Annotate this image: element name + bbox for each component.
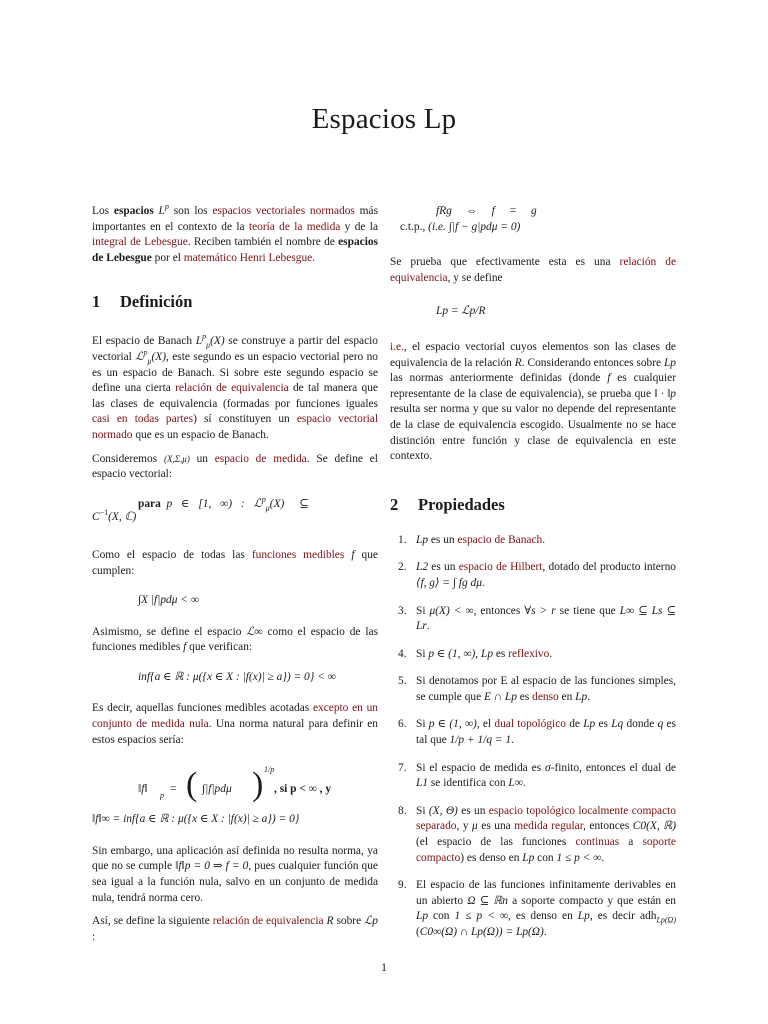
intro-math: L xyxy=(153,205,165,217)
math: Lp xyxy=(416,910,429,923)
property-item xyxy=(390,604,676,635)
link-reflexivo[interactable]: reflexivo xyxy=(508,647,550,660)
document-title: Espacios Lp xyxy=(311,103,457,135)
math-sub: μ xyxy=(147,356,152,366)
item-number: 6. xyxy=(398,718,407,731)
link-excepto-medida-nula[interactable]: excepto en un conjunto de medida nula xyxy=(92,702,378,731)
math: 1 ≤ p < ∞ xyxy=(454,910,509,923)
text: se tiene que xyxy=(555,604,620,617)
equation-line xyxy=(390,220,676,236)
math: (X) xyxy=(151,350,166,363)
equation-text: , si p < ∞ , y xyxy=(274,783,332,796)
text: es un xyxy=(428,533,458,546)
text: a soporte compacto y que están en xyxy=(508,894,676,907)
text: en xyxy=(558,690,576,703)
math: ‖ · ‖p xyxy=(654,387,676,400)
text: , y xyxy=(456,820,473,833)
text: . xyxy=(511,734,514,747)
equation-lp-definition xyxy=(92,494,378,526)
math: C xyxy=(92,511,100,524)
math: Lp xyxy=(577,910,590,923)
math: Lp xyxy=(522,851,535,864)
math: μ xyxy=(472,820,478,833)
math-sup: p xyxy=(202,332,207,342)
math: σ xyxy=(545,761,551,774)
intro-text: . Reciben también el nombre de xyxy=(187,236,339,249)
link-teoria-medida[interactable]: teoría de la medida xyxy=(248,220,341,233)
math: L xyxy=(195,335,203,348)
equation-norm xyxy=(92,765,378,828)
math-sub: μ xyxy=(265,503,270,512)
page-number: 1 xyxy=(381,960,387,974)
text: Si xyxy=(416,718,429,731)
link-funciones-medibles[interactable]: funciones medibles xyxy=(251,548,345,561)
intro-text: . xyxy=(312,251,316,264)
item-number: 7. xyxy=(398,761,407,774)
text: , y se define xyxy=(447,271,503,284)
text: Si denotamos por E al espacio de las funciones simples, se cumple que xyxy=(416,675,676,703)
link-medida-regular[interactable]: medida regular xyxy=(514,820,584,833)
text: es un xyxy=(428,561,459,574)
text: , es decir adh xyxy=(589,910,657,923)
section-heading-propiedades xyxy=(390,495,676,515)
property-item xyxy=(390,647,676,663)
math: R xyxy=(514,356,522,369)
text: : xyxy=(92,930,96,943)
property-item xyxy=(390,717,676,748)
link-relacion-equivalencia[interactable]: relación de equivalencia xyxy=(175,382,289,395)
text: de tal manera que las clases de equivalencia (formadas por funciones iguales xyxy=(92,382,378,410)
text: Se prueba que efectivamente esta es una xyxy=(390,256,620,269)
math: f xyxy=(183,641,187,654)
math: L∞ ⊆ Ls ⊆ Lr xyxy=(416,604,677,633)
text: . xyxy=(587,690,591,703)
right-paragraph-2 xyxy=(390,340,676,465)
text: a xyxy=(619,836,643,849)
intro-text: por el xyxy=(151,251,184,264)
text: . Una norma natural para definir en estos espacios sería: xyxy=(92,718,378,746)
intro-text: y de la xyxy=(340,220,378,233)
property-item xyxy=(390,560,676,591)
math: ‖f‖p = 0 ⇒ f = 0 xyxy=(175,860,249,873)
link-henri-lebesgue[interactable]: Henri Lebesgue xyxy=(239,251,313,264)
item-number: 2. xyxy=(398,561,407,574)
text: . Se define el espacio vectorial: xyxy=(92,452,378,481)
math: L2 xyxy=(416,561,429,574)
intro-bold-term: espacios xyxy=(113,205,154,217)
item-number: 4. xyxy=(398,647,407,660)
section-title: Propiedades xyxy=(418,494,505,514)
text: Consideremos xyxy=(92,452,164,465)
text: que es un espacio de Banach. xyxy=(132,428,269,441)
math: 1 ≤ p < ∞ xyxy=(556,851,602,864)
equation-integral: ∫X |f|pdμ < ∞ xyxy=(138,594,199,607)
math: ‖f‖∞ = inf{a ∈ ℝ : μ({x ∈ X : |f(x)| ≥ a}) = 0} xyxy=(92,813,300,826)
text: . xyxy=(601,851,605,864)
text: con xyxy=(428,910,455,923)
text: las normas anteriormente definidas (donde xyxy=(390,372,608,385)
text: Si xyxy=(416,604,430,617)
intro-text: más importantes en el contexto de la xyxy=(92,205,379,233)
math: ℒ∞ xyxy=(246,625,263,638)
math-sup: p xyxy=(143,348,148,358)
math: ℒp xyxy=(364,915,378,928)
math: L∞ xyxy=(508,777,523,790)
math: ℒ xyxy=(135,350,144,363)
text: como el espacio de las funciones medibles xyxy=(92,625,378,654)
item-number: 5. xyxy=(398,675,407,688)
math: f xyxy=(351,548,355,561)
link-espacio-topologico[interactable]: espacio topológico localmente compacto separado xyxy=(416,804,676,833)
text: es tal que xyxy=(416,718,676,747)
section-title: Definición xyxy=(120,292,193,312)
math-sup: −1 xyxy=(99,508,109,518)
text: donde xyxy=(623,718,658,731)
text: Es decir, aquellas funciones medibles acotadas xyxy=(92,702,313,715)
text: Sin embargo, una aplicación así definida no resulta norma, ya que no se cumple xyxy=(92,844,378,873)
text: (el espacio de las funciones xyxy=(416,836,576,849)
text: , entonces xyxy=(583,820,633,833)
text: que verifican: xyxy=(186,641,253,654)
definition-paragraph-7 xyxy=(92,914,378,945)
math-exponent: 1/p xyxy=(264,765,275,775)
text: Así, se define la siguiente xyxy=(92,915,213,928)
definition-paragraph-6 xyxy=(92,844,378,906)
link-relacion-equivalencia-2[interactable]: relación de equivalencia xyxy=(212,915,324,928)
property-item xyxy=(390,761,676,792)
item-number: 9. xyxy=(398,879,407,892)
definition-paragraph-5 xyxy=(92,701,378,748)
item-number: 3. xyxy=(398,604,407,617)
math-sup: p xyxy=(261,494,266,504)
text: Si xyxy=(416,804,429,817)
math: Lp xyxy=(416,533,429,546)
text: . xyxy=(549,647,553,660)
text: es xyxy=(493,647,509,660)
math: Lp xyxy=(480,647,494,660)
link-matematico[interactable]: matemático xyxy=(183,251,237,264)
text: resulta ser norma y que su valor no depende del representante de la clase de equivalencia escogido. Usualmente no se hace distinción entre función y clase de equivalencia en este contexto. xyxy=(390,403,676,463)
math: (X) ⊆ xyxy=(269,497,309,510)
paren-close: ) xyxy=(252,766,264,804)
math: E ∩ Lp xyxy=(484,690,517,703)
text: es un xyxy=(457,804,489,817)
equation-text: c.t.p., xyxy=(400,220,426,233)
math: ∫|f|pdμ xyxy=(202,783,232,796)
text: de xyxy=(565,718,584,731)
text: El espacio de Banach xyxy=(92,335,196,348)
text: ( xyxy=(416,926,420,938)
math: ∀s > r xyxy=(524,604,556,617)
math: p ∈ (1, ∞) xyxy=(428,647,476,660)
intro-text: son los xyxy=(168,205,213,217)
text: . xyxy=(542,533,546,546)
math: q xyxy=(657,718,664,731)
math: Lq xyxy=(611,718,624,731)
math: (X, ℂ) xyxy=(108,511,137,524)
math: 1/p + 1/q = 1 xyxy=(449,734,512,747)
link-denso[interactable]: denso xyxy=(532,690,559,703)
math: L1 xyxy=(416,777,429,790)
link-dual-topologico[interactable]: dual topológico xyxy=(494,718,566,731)
link-soporte-compacto[interactable]: soporte compacto xyxy=(416,836,676,864)
text: ) es denso en xyxy=(460,851,523,864)
math-sub: μ xyxy=(206,340,211,350)
property-item xyxy=(390,878,676,940)
text: es xyxy=(595,718,612,731)
math: R xyxy=(326,915,334,928)
link-espacio-vectorial-normado[interactable]: espacio vectorial normado xyxy=(92,413,378,441)
properties-list xyxy=(390,533,676,941)
math: fRg ⇔ f = g xyxy=(436,205,537,217)
text: El espacio de las funciones infinitamente derivables en un abierto xyxy=(416,879,676,907)
math-sub: Lp(Ω) xyxy=(656,915,676,925)
text: . xyxy=(543,926,547,938)
link-casi-todas-partes[interactable]: casi en todas partes xyxy=(92,413,194,426)
property-item xyxy=(390,533,676,549)
intro-paragraph xyxy=(92,204,378,266)
text: , el espacio vectorial cuyos elementos son las clases de equivalencia de la relación xyxy=(390,340,676,369)
math: C0∞(Ω) ∩ Lp(Ω)) = Lp(Ω) xyxy=(419,926,544,938)
math-sub: p xyxy=(160,791,164,801)
text: -finito, entonces el dual de xyxy=(550,761,676,774)
link-espacios-vectoriales-normados[interactable]: espacios vectoriales normados xyxy=(212,205,355,217)
paren-open: ( xyxy=(186,766,198,804)
text: ) sí constituyen un xyxy=(193,413,297,426)
text: , dotado del producto interno xyxy=(542,561,676,574)
math: Lp xyxy=(583,718,596,731)
text: Asimismo, se define el espacio xyxy=(92,625,247,638)
definition-paragraph-1 xyxy=(92,334,378,443)
equation-quotient: Lp = ℒp/R xyxy=(436,305,486,318)
link-relacion-equivalencia-3[interactable]: relación de equivalencia xyxy=(390,256,677,284)
section-number: 2 xyxy=(390,494,399,514)
math: (X, Θ) xyxy=(428,804,458,817)
text: se construye a partir del espacio vectorial xyxy=(92,335,378,363)
math: ‖f‖ xyxy=(138,783,148,796)
link-continuas[interactable]: continuas xyxy=(575,836,620,849)
text: Si xyxy=(416,647,429,660)
text: Como el espacio de todas las xyxy=(92,548,252,561)
item-number: 1. xyxy=(398,533,407,546)
definition-paragraph-2 xyxy=(92,452,378,483)
text: , este segundo es un espacio vectorial pero no es un espacio de Banach. Si sobre este segundo espacio se define una cierta xyxy=(92,350,378,395)
text: que cumplen: xyxy=(92,548,378,577)
text: , xyxy=(475,647,481,660)
right-paragraph-1 xyxy=(390,255,676,286)
definition-paragraph-3 xyxy=(92,548,378,579)
link-ie[interactable]: i.e. xyxy=(390,340,404,353)
text: . xyxy=(426,620,430,633)
text: sobre xyxy=(333,915,365,928)
equation-inf: inf{a ∈ ℝ : μ({x ∈ X : |f(x)| ≥ a}) = 0} < ∞ xyxy=(138,670,336,683)
text: es cualquier representante de la clase de equivalencia), se prueba que xyxy=(390,372,676,400)
intro-text: Los xyxy=(92,205,114,217)
item-number: 8. xyxy=(398,804,407,817)
text: Si el espacio de medida es xyxy=(416,761,546,774)
text: . xyxy=(481,576,485,589)
text: un xyxy=(189,452,215,465)
property-item xyxy=(390,674,676,705)
text: , es denso en xyxy=(508,910,578,923)
math: (i.e. ∫|f − g|pdμ = 0) xyxy=(428,220,521,233)
text: es xyxy=(516,690,533,703)
property-item xyxy=(390,804,676,866)
text: , el xyxy=(476,718,495,731)
equation-equivalence xyxy=(390,204,676,235)
intro-bold-term: espacios de Lebesgue xyxy=(92,236,378,264)
text: . xyxy=(522,777,526,790)
math: (X,Σ,μ) xyxy=(163,453,190,464)
link-espacio-hilbert[interactable]: espacio de Hilbert xyxy=(458,561,543,574)
text: se identifica con xyxy=(428,777,509,790)
text: . Considerando entonces sobre xyxy=(521,356,664,369)
math: Lp xyxy=(663,356,676,369)
math: μ(X) < ∞ xyxy=(429,604,474,617)
math: (X) xyxy=(210,335,225,348)
math: f xyxy=(607,372,611,385)
text: , entonces xyxy=(473,604,525,617)
link-integral-lebesgue[interactable]: integral de Lebesgue xyxy=(92,236,188,249)
math: C0(X, ℝ) xyxy=(632,820,676,833)
math: Ω ⊆ ℝn xyxy=(467,894,508,907)
definition-paragraph-4 xyxy=(92,625,378,656)
section-heading-definicion xyxy=(92,292,378,312)
math: Lp xyxy=(575,690,588,703)
text: , pues cualquier función que sea igual a la función nula, salvo en un conjunto de medida nula, tendrá norma cero. xyxy=(92,860,378,904)
section-number: 1 xyxy=(92,292,101,312)
left-column xyxy=(92,204,378,953)
text: con xyxy=(534,851,557,864)
link-espacio-medida[interactable]: espacio de medida xyxy=(214,452,307,465)
math: p ∈ (1, ∞) xyxy=(428,718,477,731)
math: = xyxy=(170,783,177,796)
math: p ∈ [1, ∞) : ℒ xyxy=(166,497,262,510)
math: ⟨f, g⟩ = ∫ fg dμ xyxy=(416,576,482,589)
intro-math-sup: p xyxy=(164,202,169,212)
link-espacio-banach[interactable]: espacio de Banach xyxy=(457,533,543,546)
equation-text: para xyxy=(138,497,161,510)
text: es una xyxy=(477,820,515,833)
right-column xyxy=(390,204,676,953)
